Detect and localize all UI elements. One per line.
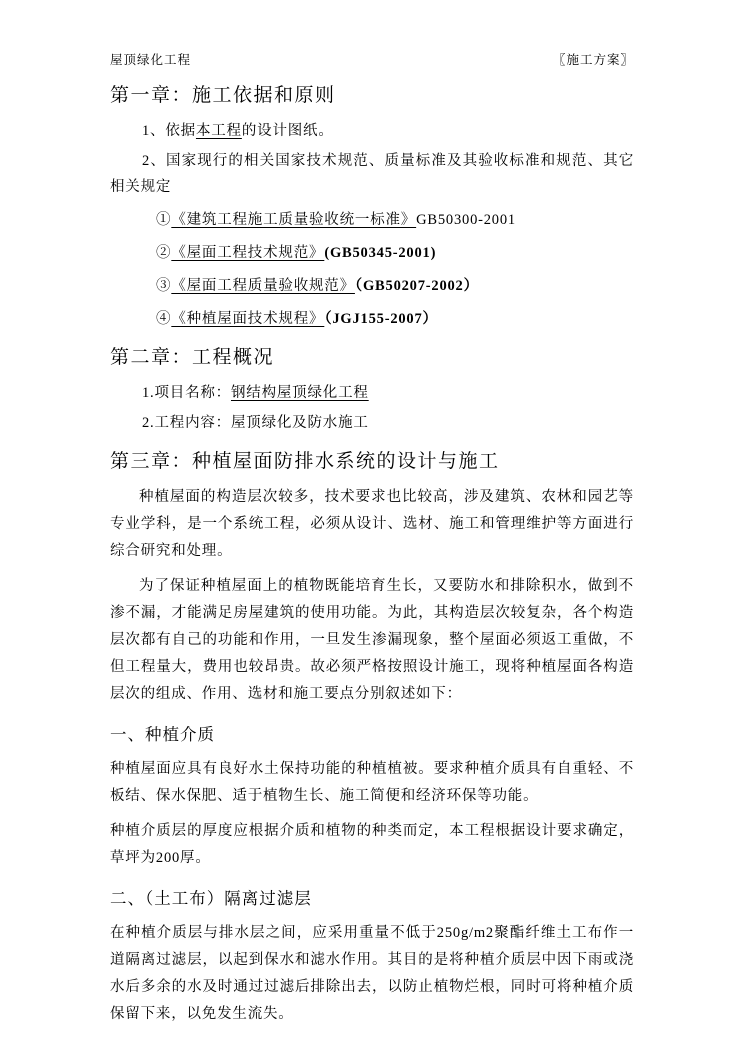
ref2-code: (GB50345-2001) xyxy=(324,245,437,261)
ch1-item1-underlined: 本工程 xyxy=(195,123,242,139)
ch3-paragraph-2: 为了保证种植屋面上的植物既能培育生长，又要防水和排除积水，做到不渗不漏，才能满足房屋建筑的使用功能。为此，其构造层次较复杂，各个构造层次都有自己的功能和作用，一旦发生渗漏现象，整个屋面必须返工重做，不但工程量大，费用也较昂贵。故必须严格按照设计施工，现将种植屋面各构造层次的组成、作用、选材和施工要点分别叙述如下： xyxy=(110,578,634,702)
ch1-item1-post: 的设计图纸。 xyxy=(241,123,334,139)
ref4-code: （JGJ155-2007） xyxy=(324,311,438,327)
section-2-paragraph-1: 在种植介质层与排水层之间，应采用重量不低于250g/m2聚酯纤维土工布作一道隔离过滤层，以起到保水和滤水作用。其目的是将种植介质层中因下雨或浇水后多余的水及时通过过滤后排除出去，以防止植物烂根，同时可将种植介质保留下来，以免发生流失。 xyxy=(110,925,634,1022)
ref1-number: ① xyxy=(156,212,172,228)
ref1-title: 《建筑工程施工质量验收统一标准》 xyxy=(171,212,417,228)
ch2-item1-pre: 1.项目名称： xyxy=(142,385,231,401)
page-header xyxy=(110,50,634,68)
ref3-number: ③ xyxy=(156,278,172,294)
section-1-paragraph-2: 种植介质层的厚度应根据介质和植物的种类而定，本工程根据设计要求确定，草坪为200厚。 xyxy=(110,823,634,866)
ref3-code: （GB50207-2002） xyxy=(354,278,479,294)
ch3-paragraph-1: 种植屋面的构造层次较多，技术要求也比较高，涉及建筑、农林和园艺等专业学科，是一个系统工程，必须从设计、选材、施工和管理维护等方面进行综合研究和处理。 xyxy=(110,489,634,559)
ch1-item-2: 2、国家现行的相关国家技术规范、质量标准及其验收标准和规范、其它相关规定 xyxy=(110,153,634,195)
reference-item-2 xyxy=(110,240,634,266)
chapter-2-title: 第二章：工程概况 xyxy=(110,347,275,368)
ch1-item-1 xyxy=(110,118,634,144)
chapter-3-title: 第三章：种植屋面防排水系统的设计与施工 xyxy=(110,451,500,472)
ch2-item-1 xyxy=(110,380,634,406)
reference-item-1 xyxy=(110,207,634,233)
ref4-title: 《种植屋面技术规程》 xyxy=(171,311,325,327)
section-1-paragraph-1: 种植屋面应具有良好水土保持功能的种植植被。要求种植介质具有自重轻、不板结、保水保肥、适于植物生长、施工简便和经济环保等功能。 xyxy=(110,761,634,804)
ref2-number: ② xyxy=(156,245,172,261)
section-1-title: 一、种植介质 xyxy=(110,725,215,744)
ref1-code: GB50300-2001 xyxy=(416,212,516,228)
ref3-title: 《屋面工程质量验收规范》 xyxy=(171,278,355,294)
ch2-item1-underlined: 钢结构屋顶绿化工程 xyxy=(230,385,369,401)
reference-item-3 xyxy=(110,273,634,299)
header-left-title: 屋顶绿化工程 xyxy=(110,53,192,67)
section-2-title: 二、（土工布）隔离过滤层 xyxy=(110,889,312,908)
ch2-item-2: 2.工程内容：屋顶绿化及防水施工 xyxy=(142,415,369,431)
reference-item-4 xyxy=(110,306,634,332)
ch1-item1-pre: 1、依据 xyxy=(142,123,196,139)
chapter-1-title: 第一章：施工依据和原则 xyxy=(110,85,336,106)
ref4-number: ④ xyxy=(156,311,172,327)
ref2-title: 《屋面工程技术规范》 xyxy=(171,245,325,261)
header-right-label: 〖施工方案〗 xyxy=(552,53,634,67)
